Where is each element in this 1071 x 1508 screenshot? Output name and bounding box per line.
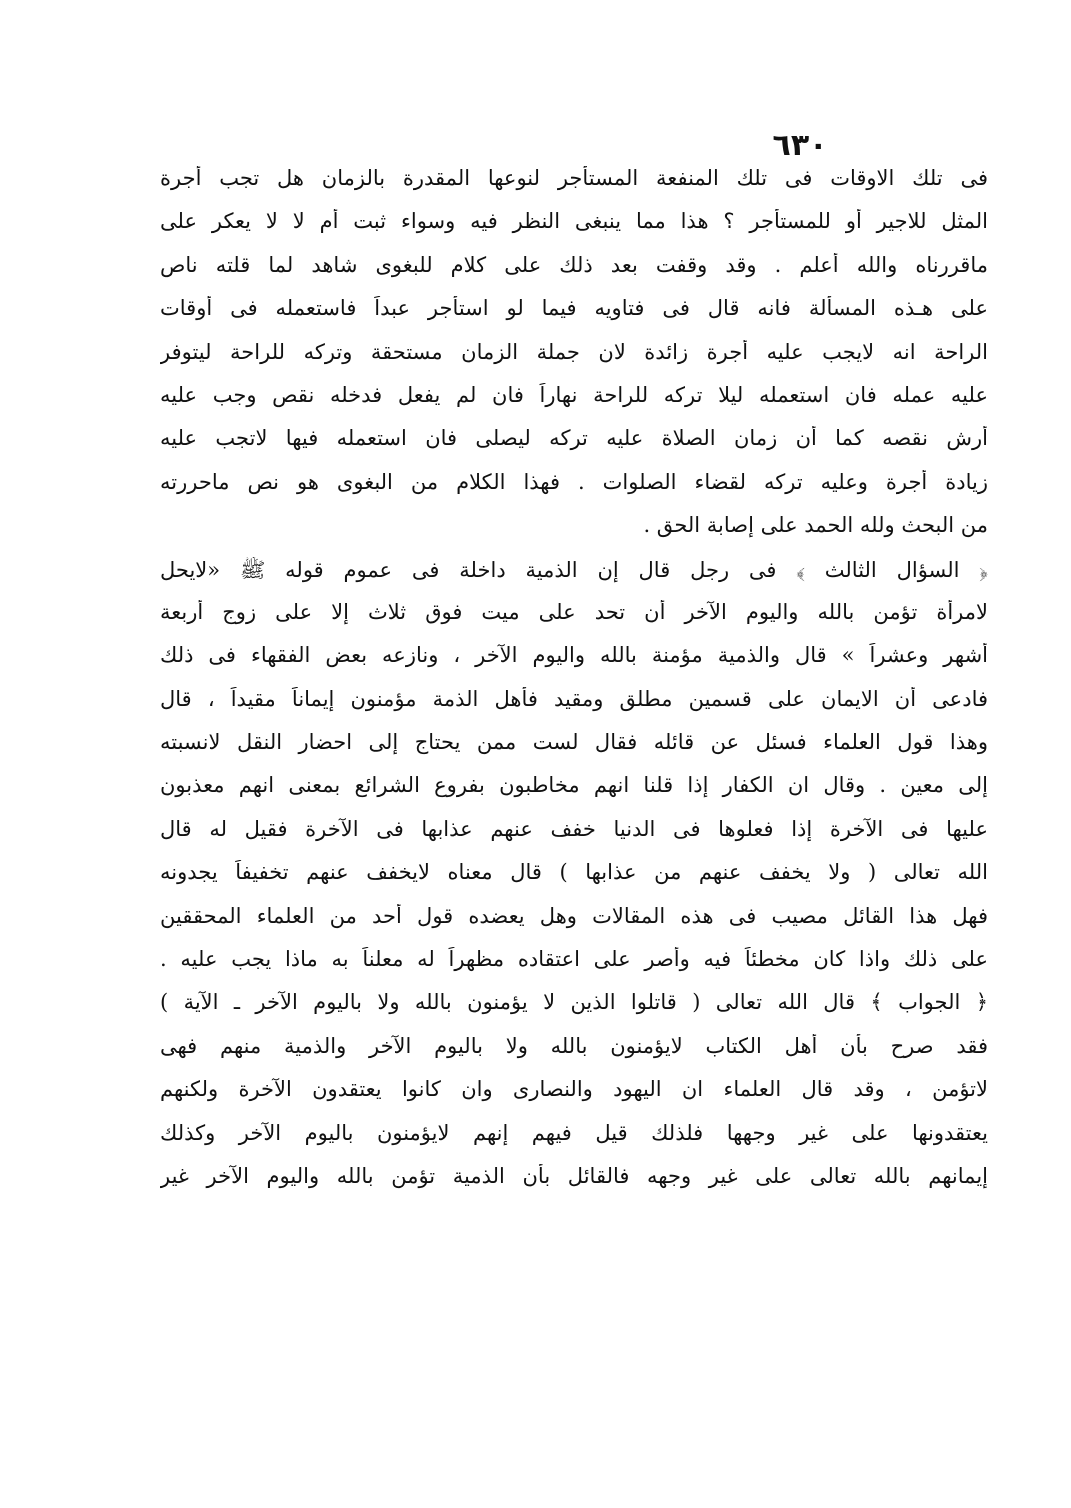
text-line: فادعى أن الايمان على قسمين مطلق ومقيد فأهل الذمة مؤمنون إيماناً مقيداً ، قال [160,686,988,711]
text-line: ماقررناه والله أعلم . وقد وقفت بعد ذلك على كلام للبغوى شاهد لما قلته ناص [160,252,988,277]
question-heading-line: ﴿ السؤال الثالث ﴾ فى رجل قال إن الذمية داخلة فى عموم قوله ﷺ «لايحل [160,557,988,582]
text-line: لاتؤمن ، وقد قال العلماء ان اليهود والنصارى وان كانوا يعتقدون الآخرة ولكنهم [160,1077,988,1102]
text-line: على ذلك واذا كان مخطئاً فيه وأصر على اعتقاده مظهراً له معلناً به ماذا يجب عليه . [160,947,988,972]
text-line: المثل للاجير أو للمستأجر ؟ هذا مما ينبغى النظر فيه وسواء ثبت أم لا لا يعكر على [160,209,988,234]
text-line: أشهر وعشراً » قال والذمية مؤمنة بالله واليوم الآخر ، ونازعه بعض الفقهاء فى ذلك [160,643,988,668]
text-line: إلى معين . وقال ان الكفار إذا قلنا انهم مخاطبون بفروع الشرائع بمعنى انهم معذبون [160,773,988,798]
page-number: ٦٣٠ [772,128,828,163]
text-line: من البحث ولله الحمد على إصابة الحق . [643,513,988,538]
text-line: لامرأة تؤمن بالله واليوم الآخر أن تحد على ميت فوق ثلاث إلا على زوج أربعة [160,599,988,624]
answer-heading-line: ﴿ الجواب ﴾ قال الله تعالى ( قاتلوا الذين لا يؤمنون بالله ولا باليوم الآخر ـ الآية ) [160,990,988,1015]
text-line: يعتقدونها على غير وجهها فلذلك قيل فيهم إنهم لايؤمنون باليوم الآخر وكذلك [160,1120,988,1145]
text-line: عليها فى الآخرة إذا فعلوها فى الدنيا خفف عنهم عذابها فى الآخرة فقيل له قال [160,816,988,841]
page-body-text [160,166,988,1207]
text-line: وهذا قول العلماء فسئل عن قائله فقال لست ممن يحتاج إلى احضار النقل لانسبته [160,730,988,755]
text-line: الراحة انه لايجب عليه أجرة زائدة لان جملة الزمان مستحقة وتركه للراحة ليتوفر [160,339,988,364]
text-line: فى تلك الاوقات فى تلك المنفعة المستأجر لنوعها المقدرة بالزمان هل تجب أجرة [160,166,988,190]
text-line: أرش نقصه كما أن زمان الصلاة عليه تركه ليصلى فان استعمله فيها لاتجب عليه [160,426,988,451]
text-line: إيمانهم بالله تعالى على غير وجهه فالقائل بأن الذمية تؤمن بالله واليوم الآخر غير [160,1163,988,1188]
text-line: زيادة أجرة وعليه تركه لقضاء الصلوات . فهذا الكلام من البغوى هو نص ماحررته [160,469,988,494]
text-line: فقد صرح بأن أهل الكتاب لايؤمنون بالله ولا باليوم الآخر والذمية منهم فهى [160,1033,988,1058]
text-line: عليه عمله فان استعمله ليلا تركه للراحة نهاراً فان لم يفعل فدخله نقص وجب عليه [160,382,988,407]
text-line: على هـذه المسألة فانه قال فى فتاويه فيما لو استأجر عبداً فاستعمله فى أوقات [160,296,988,321]
text-line: الله تعالى ( ولا يخفف عنهم من عذابها ) قال معناه لايخفف عنهم تخفيفاً يجدونه [160,860,988,885]
text-line: فهل هذا القائل مصيب فى هذه المقالات وهل يعضده قول أحد من العلماء المحققين [160,903,988,928]
